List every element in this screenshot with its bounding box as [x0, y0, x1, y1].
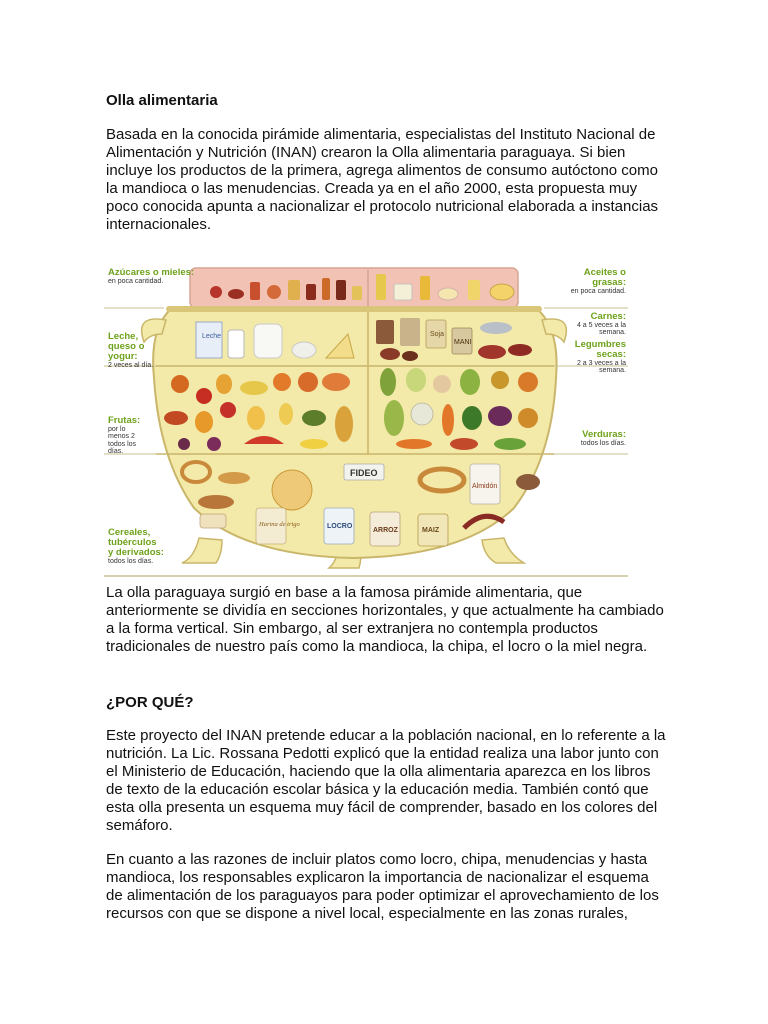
- pot-leg-left: [182, 538, 222, 563]
- food-pot-illustration: [104, 258, 628, 584]
- label-azucares: Azúcares o mieles: en poca cantidad.: [108, 267, 195, 285]
- svg-text:MAIZ: MAIZ: [422, 527, 440, 534]
- label-cereales: Cereales, tubérculos y derivados: todos los días.: [108, 527, 164, 565]
- svg-text:Leche: Leche: [202, 333, 222, 340]
- svg-text:LOCRO: LOCRO: [327, 523, 353, 530]
- pot-leg-right: [482, 538, 524, 563]
- svg-text:Harina de trigo: Harina de trigo: [259, 521, 300, 528]
- svg-text:Soja: Soja: [430, 331, 445, 338]
- pot-rim: [166, 306, 542, 312]
- origin-paragraph: La olla paraguaya surgió en base a la famosa pirámide alimentaria, que anteriormente se dividía en secciones horizontales, y que actualmente ha cambiado a la forma vertical. Sin embargo, al ser extranjera no contempla productos tradicionales de nuestro país como la mandioca, la chipa, el locro o la miel negra.: [106, 584, 664, 655]
- label-verduras: Verduras: todos los días.: [580, 429, 626, 447]
- svg-text:MANI: MANI: [454, 339, 472, 346]
- label-leche: Leche, queso o yogur: 2 veces al día.: [108, 331, 154, 369]
- section-heading-por-que: ¿POR QUÉ?: [106, 694, 194, 711]
- reasons-paragraph: En cuanto a las razones de incluir platos como locro, chipa, menudencias y hasta mandioca, los responsables explicaron la importancia de nacionalizar el esquema de alimentación de los paraguayos para poder optimizar el aprovechamiento de los recursos con que se dispone a nivel local, especialmente en las zonas rurales,: [106, 851, 659, 922]
- intro-paragraph: Basada en la conocida pirámide alimentaria, especialistas del Instituto Nacional de Alimentación y Nutrición (INAN) crearon la Olla alimentaria paraguaya. Si bien incluye los productos de la primera, agrega alimentos de consumo autóctono como la mandioca o las menudencias. Creada ya en el año 2000, esta propuesta muy poco conocida apunta a nacionalizar el protocolo nutricional elaborada a instancias internacionales.: [106, 126, 659, 233]
- food-pot-graphic: [104, 258, 628, 584]
- label-frutas: Frutas: por lo menos 2 todos los días.: [108, 415, 141, 455]
- label-aceites: Aceites o grasas: en poca cantidad.: [570, 267, 626, 295]
- label-carnes: Carnes: 4 a 5 veces a la semana.: [576, 311, 626, 337]
- svg-text:Almidón: Almidón: [472, 483, 498, 490]
- svg-text:ARROZ: ARROZ: [373, 527, 398, 534]
- label-legumbres: Legumbres secas: 2 a 3 veces a la semana.: [574, 339, 626, 375]
- document-title: Olla alimentaria: [106, 92, 218, 109]
- svg-text:FIDEO: FIDEO: [350, 468, 378, 478]
- purpose-paragraph: Este proyecto del INAN pretende educar a la población nacional, en lo referente a la nutrición. La Lic. Rossana Pedotti explicó que la entidad realiza una labor junto con el Ministerio de Educación, haciendo que la olla alimentaria aparezca en los libros de texto de la educación escolar básica y la educación media. También contó que esta olla presenta un esquema muy fácil de comprender, basado en los colores del semáforo.: [106, 727, 666, 834]
